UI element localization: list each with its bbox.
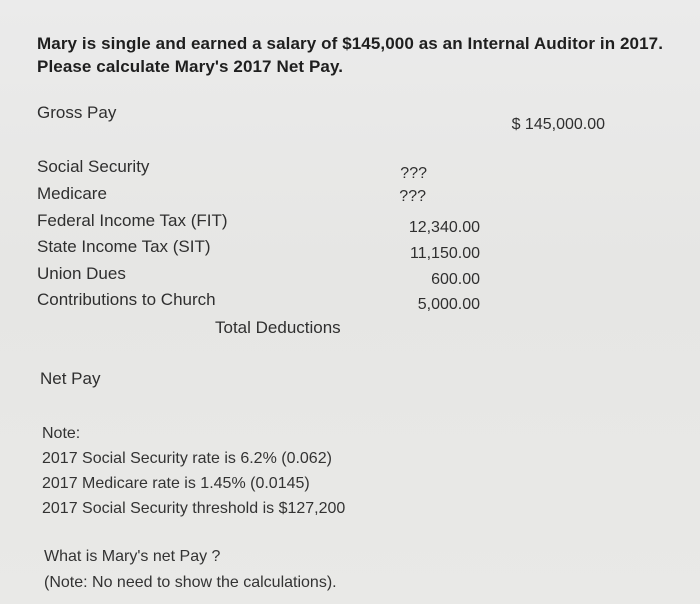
- question-line-2: (Note: No need to show the calculations).: [44, 574, 337, 591]
- deduction-value-union-dues: 600.00: [431, 271, 480, 288]
- total-deductions-label: Total Deductions: [215, 318, 341, 337]
- note-line-ss-threshold: 2017 Social Security threshold is $127,200: [42, 500, 346, 517]
- note-title: Note:: [42, 425, 81, 442]
- deduction-value-medicare: ???: [399, 188, 426, 205]
- deduction-label-medicare: Medicare: [37, 184, 107, 203]
- problem-line-1: Mary is single and earned a salary of $145,000 as an Internal Auditor in 2017.: [37, 34, 664, 53]
- gross-pay-label: Gross Pay: [37, 103, 117, 122]
- deduction-value-sit: 11,150.00: [410, 245, 480, 262]
- deduction-label-sit: State Income Tax (SIT): [37, 237, 211, 256]
- deduction-label-social-security: Social Security: [37, 157, 150, 176]
- gross-pay-value: $ 145,000.00: [511, 116, 605, 133]
- deduction-label-union-dues: Union Dues: [37, 264, 126, 283]
- note-line-ss-rate: 2017 Social Security rate is 6.2% (0.062): [42, 450, 332, 467]
- net-pay-label: Net Pay: [40, 369, 101, 388]
- deduction-value-social-security: ???: [400, 165, 427, 182]
- problem-line-2: Please calculate Mary's 2017 Net Pay.: [37, 57, 344, 76]
- question-line-1: What is Mary's net Pay ?: [44, 548, 221, 565]
- deduction-value-church: 5,000.00: [417, 296, 480, 313]
- deduction-label-church: Contributions to Church: [37, 290, 216, 309]
- deduction-label-fit: Federal Income Tax (FIT): [37, 211, 228, 230]
- deduction-value-fit: 12,340.00: [408, 219, 480, 236]
- note-line-medicare-rate: 2017 Medicare rate is 1.45% (0.0145): [42, 475, 310, 492]
